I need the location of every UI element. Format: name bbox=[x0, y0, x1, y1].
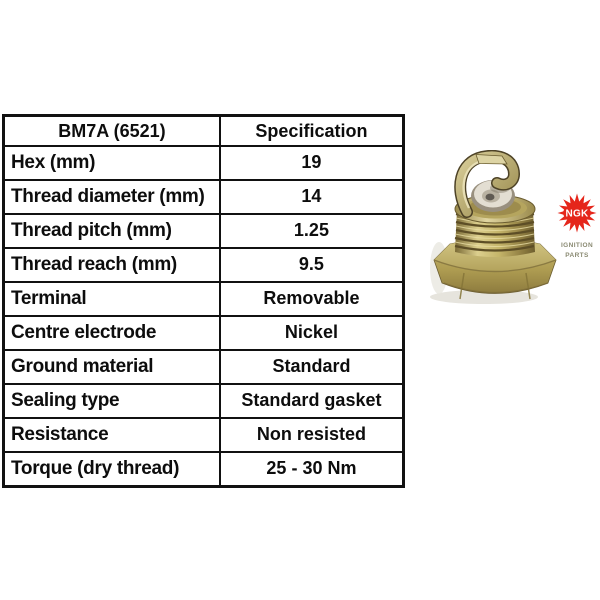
spec-label: Centre electrode bbox=[4, 316, 220, 350]
table-row bbox=[4, 282, 404, 316]
spec-value: Nickel bbox=[220, 316, 404, 350]
table-row bbox=[4, 316, 404, 350]
spec-label: Thread reach (mm) bbox=[4, 248, 220, 282]
spec-value: 1.25 bbox=[220, 214, 404, 248]
table-row bbox=[4, 214, 404, 248]
table-row bbox=[4, 180, 404, 214]
table-row bbox=[4, 418, 404, 452]
logo-text: NGK bbox=[565, 208, 589, 220]
spec-value: Standard gasket bbox=[220, 384, 404, 418]
spec-value: 9.5 bbox=[220, 248, 404, 282]
table-row bbox=[4, 146, 404, 180]
brand-tagline bbox=[557, 241, 597, 261]
spec-value: Standard bbox=[220, 350, 404, 384]
table-row bbox=[4, 452, 404, 487]
brand-block bbox=[557, 192, 597, 261]
spec-value: Non resisted bbox=[220, 418, 404, 452]
spec-label: Hex (mm) bbox=[4, 146, 220, 180]
table-row bbox=[4, 384, 404, 418]
spec-label: Thread diameter (mm) bbox=[4, 180, 220, 214]
spec-value: Removable bbox=[220, 282, 404, 316]
tagline-line-2: PARTS bbox=[565, 251, 589, 259]
spec-label: Thread pitch (mm) bbox=[4, 214, 220, 248]
electrode-top-facet bbox=[476, 155, 507, 165]
spec-value: 25 - 30 Nm bbox=[220, 452, 404, 487]
spec-label: Ground material bbox=[4, 350, 220, 384]
spec-label: Terminal bbox=[4, 282, 220, 316]
spark-plug-image bbox=[430, 150, 560, 305]
spec-value: 14 bbox=[220, 180, 404, 214]
spec-label: Torque (dry thread) bbox=[4, 452, 220, 487]
spec-label: Resistance bbox=[4, 418, 220, 452]
spec-header-row bbox=[4, 116, 404, 147]
table-row bbox=[4, 248, 404, 282]
model-header-cell: BM7A (6521) bbox=[4, 116, 220, 147]
spec-label: Sealing type bbox=[4, 384, 220, 418]
specification-header-cell: Specification bbox=[220, 116, 404, 147]
tagline-line-1: IGNITION bbox=[560, 242, 594, 249]
centre-electrode bbox=[486, 194, 495, 201]
ngk-logo-icon bbox=[557, 192, 597, 236]
product-photo bbox=[430, 150, 600, 310]
spec-value: 19 bbox=[220, 146, 404, 180]
spec-table bbox=[2, 114, 405, 488]
table-row bbox=[4, 350, 404, 384]
